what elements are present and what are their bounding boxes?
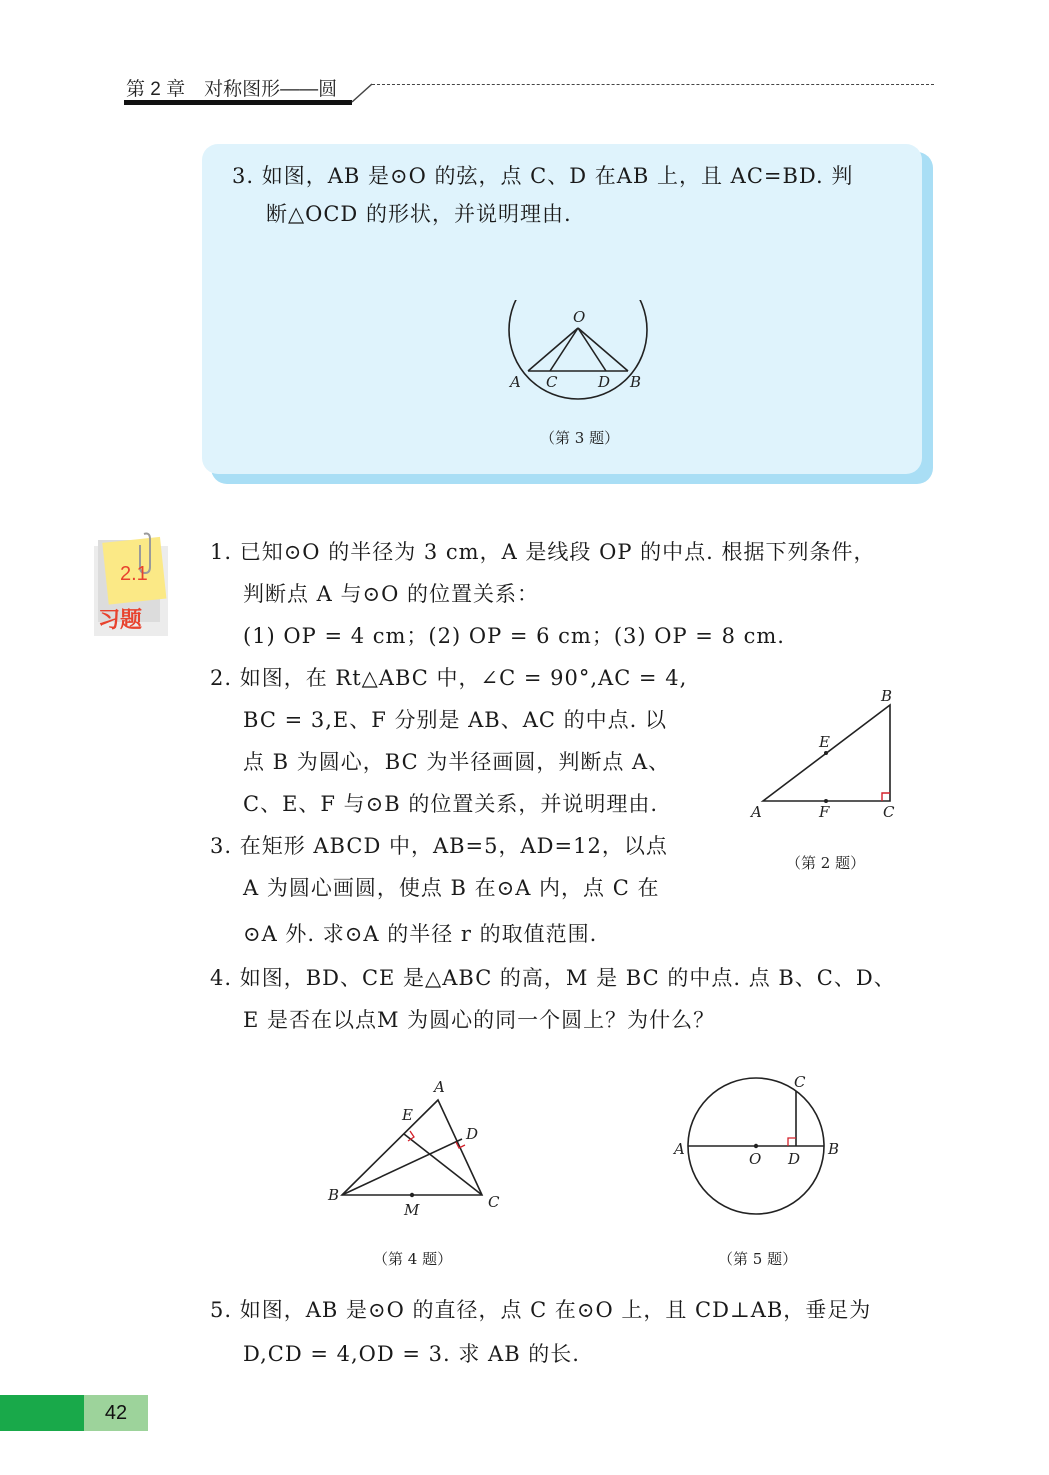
fig3-line-ob: [578, 328, 628, 371]
fig5-label-o: O: [749, 1150, 762, 1168]
fig5-label-d: D: [788, 1150, 801, 1168]
ex3-line1: 3. 在矩形 ABCD 中，AB=5，AD=12，以点: [210, 834, 668, 858]
fig4-label-b: B: [328, 1186, 340, 1204]
fig4-altitude-bd: [342, 1139, 462, 1195]
fig4-label-e: E: [402, 1106, 413, 1124]
ex4-line2: E 是否在以点M 为圆心的同一个圆上？为什么？: [243, 1008, 716, 1032]
ex1-line3: (1) OP = 4 cm；(2) OP = 6 cm；(3) OP = 8 cm.: [243, 624, 785, 648]
fig3-caption: （第 3 题）: [540, 429, 620, 447]
fig4-point-m: [410, 1193, 414, 1197]
fig4-caption: （第 4 题）: [373, 1250, 453, 1268]
ex5-line1: 5. 如图，AB 是⊙O 的直径，点 C 在⊙O 上，且 CD⊥AB，垂足为: [210, 1298, 872, 1322]
badge-title: 习题: [98, 607, 143, 632]
exercise-badge: [92, 532, 170, 636]
ex2-line4: C、E、F 与⊙B 的位置关系，并说明理由.: [243, 792, 659, 816]
fig2-label-b: B: [881, 687, 893, 705]
fig2-label-c: C: [883, 803, 895, 821]
fig4-label-a: A: [434, 1078, 445, 1096]
fig3-label-o: O: [573, 308, 586, 326]
header-underline: [124, 100, 352, 105]
fig5-label-a: A: [674, 1140, 685, 1158]
ex1-line2: 判断点 A 与⊙O 的位置关系：: [243, 582, 540, 606]
box-problem-line2: 断△OCD 的形状，并说明理由.: [266, 202, 572, 226]
fig5-point-o: [754, 1144, 758, 1148]
fig2-point-e: [824, 751, 828, 755]
fig2-right-angle: [882, 793, 890, 801]
ex3-line2: A 为圆心画圆，使点 B 在⊙A 内，点 C 在: [243, 876, 660, 900]
header-dashed-line: [372, 84, 934, 85]
fig3-label-a: A: [510, 373, 521, 391]
fig4-right-angle-e: [408, 1131, 414, 1141]
fig3-line-oa: [528, 328, 578, 371]
fig5-caption: （第 5 题）: [718, 1250, 798, 1268]
ex2-line3: 点 B 为圆心，BC 为半径画圆，判断点 A、: [243, 750, 671, 774]
chapter-header: 第 2 章 对称图形——圆: [126, 79, 338, 100]
figure-3: [500, 300, 660, 400]
fig5-right-angle: [788, 1138, 796, 1146]
figure-5: [668, 1070, 848, 1220]
page-number: 42: [84, 1395, 148, 1431]
fig5-label-b: B: [828, 1140, 840, 1158]
fig2-label-f: F: [819, 803, 830, 821]
fig3-label-c: C: [546, 373, 558, 391]
ex3-line3: ⊙A 外. 求⊙A 的半径 r 的取值范围.: [243, 922, 598, 946]
ex5-line2: D,CD = 4,OD = 3. 求 AB 的长.: [243, 1342, 580, 1366]
fig4-label-c: C: [488, 1193, 500, 1211]
badge-number: 2.1: [120, 563, 148, 585]
fig3-label-b: B: [630, 373, 642, 391]
fig4-label-m: M: [404, 1201, 420, 1219]
fig4-label-d: D: [466, 1125, 479, 1143]
fig3-label-d: D: [598, 373, 611, 391]
fig4-altitude-ce: [404, 1134, 482, 1195]
box-problem-line1: 3. 如图，AB 是⊙O 的弦，点 C、D 在AB 上，且 AC=BD. 判: [232, 164, 854, 188]
fig2-label-a: A: [751, 803, 762, 821]
ex4-line1: 4. 如图，BD、CE 是△ABC 的高，M 是 BC 的中点. 点 B、C、D、: [210, 966, 896, 990]
ex2-line2: BC = 3,E、F 分别是 AB、AC 的中点. 以: [243, 708, 667, 732]
fig5-label-c: C: [794, 1073, 806, 1091]
fig2-caption: （第 2 题）: [786, 854, 866, 872]
footer-green-bar: [0, 1395, 84, 1431]
figure-2: [745, 685, 905, 830]
fig2-label-e: E: [819, 733, 830, 751]
figure-4: [320, 1075, 510, 1225]
ex1-line1: 1. 已知⊙O 的半径为 3 cm，A 是线段 OP 的中点. 根据下列条件，: [210, 540, 876, 564]
ex2-line1: 2. 如图，在 Rt△ABC 中，∠C = 90°,AC = 4,: [210, 666, 688, 690]
